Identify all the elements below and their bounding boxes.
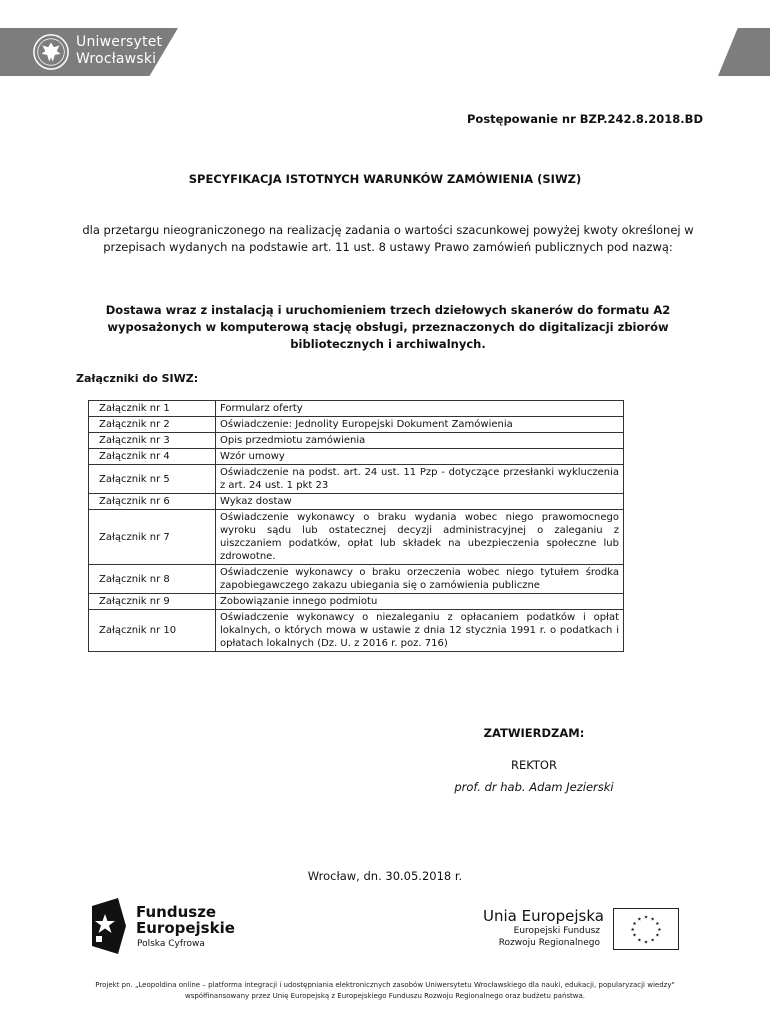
university-name bbox=[76, 34, 162, 68]
attachment-label: Załącznik nr 6 bbox=[89, 494, 216, 510]
fundusze-program: Polska Cyfrowa bbox=[137, 939, 205, 949]
eu-title: Unia Europejska bbox=[483, 907, 604, 925]
attachment-description: Wykaz dostaw bbox=[216, 494, 624, 510]
attachment-label: Załącznik nr 2 bbox=[89, 417, 216, 433]
table-row bbox=[89, 449, 624, 465]
attachment-description: Opis przedmiotu zamówienia bbox=[216, 433, 624, 449]
svg-text:★: ★ bbox=[657, 927, 662, 933]
case-number: Postępowanie nr BZP.242.8.2018.BD bbox=[466, 112, 703, 126]
attachment-label: Załącznik nr 8 bbox=[89, 565, 216, 594]
attachment-description: Oświadczenie wykonawcy o niezaleganiu z opłacaniem podatków i opłat lokalnych, o których mowa w ustawie z dnia 12 stycznia 1991 r. o podatkach i opłatach lokalnych (Dz. U. z 2016 r. poz. 716) bbox=[216, 610, 624, 652]
table-row bbox=[89, 594, 624, 610]
university-eagle-crest-icon bbox=[32, 33, 70, 71]
fundusze-line2: Europejskie bbox=[136, 919, 235, 937]
attachment-label: Załącznik nr 4 bbox=[89, 449, 216, 465]
attachment-label: Załącznik nr 1 bbox=[89, 401, 216, 417]
footer-line1: Projekt pn. „Leopoldina online – platforma integracji i udostępniania elektronicznych zasobów Uniwersytetu Wrocławskiego dla nauki, edukacji, popularyzacji wiedzy" bbox=[95, 981, 675, 989]
svg-text:★: ★ bbox=[655, 933, 660, 939]
attachment-description: Zobowiązanie innego podmiotu bbox=[216, 594, 624, 610]
approval-role: REKTOR bbox=[511, 758, 557, 772]
attachment-label: Załącznik nr 7 bbox=[89, 510, 216, 565]
attachment-description: Oświadczenie wykonawcy o braku wydania wobec niego prawomocnego wyroku sądu lub ostatecznej decyzji administracyjnej o zaleganiu z uiszczaniem podatków, opłat lub składek na ubezpieczenia społeczne lub zdrowotne. bbox=[216, 510, 624, 565]
svg-text:★: ★ bbox=[650, 938, 655, 944]
table-row bbox=[89, 401, 624, 417]
svg-text:★: ★ bbox=[655, 922, 660, 928]
svg-text:★: ★ bbox=[630, 927, 635, 933]
table-row bbox=[89, 417, 624, 433]
project-footer bbox=[60, 980, 710, 1002]
svg-text:★: ★ bbox=[650, 917, 655, 923]
table-row bbox=[89, 494, 624, 510]
fundusze-line1: Fundusze bbox=[136, 903, 217, 921]
intro-paragraph: dla przetargu nieograniczonego na realizację zadania o wartości szacunkowej powyżej kwoty określonej w przepisach wydanych na podstawie art. 11 ust. 8 ustawy Prawo zamówień publicznych pod nazwą: bbox=[82, 223, 694, 254]
attachment-label: Załącznik nr 10 bbox=[89, 610, 216, 652]
table-row bbox=[89, 610, 624, 652]
attachments-table bbox=[88, 400, 624, 652]
table-row bbox=[89, 510, 624, 565]
svg-text:★: ★ bbox=[632, 922, 637, 928]
svg-text:★: ★ bbox=[643, 940, 649, 946]
svg-text:★: ★ bbox=[632, 933, 637, 939]
attachment-description: Oświadczenie na podst. art. 24 ust. 11 Pzp - dotyczące przesłanki wykluczenia z art. 24 ust. 1 pkt 23 bbox=[216, 465, 624, 494]
approval-title: ZATWIERDZAM: bbox=[483, 726, 585, 740]
eu-fund-line1: Europejski Fundusz bbox=[513, 926, 600, 936]
header-corner-decoration bbox=[718, 28, 770, 76]
university-name-line2: Wrocławski bbox=[76, 51, 157, 67]
attachment-description: Oświadczenie wykonawcy o braku orzeczenia wobec niego tytułem środka zapobiegawczego zakazu ubiegania się o zamówienia publiczne bbox=[216, 565, 624, 594]
attachment-description: Wzór umowy bbox=[216, 449, 624, 465]
svg-text:★: ★ bbox=[643, 915, 649, 921]
document-title: SPECYFIKACJA ISTOTNYCH WARUNKÓW ZAMÓWIENIA (SIWZ) bbox=[188, 172, 582, 186]
eu-flag-stars-icon bbox=[613, 908, 679, 950]
attachment-label: Załącznik nr 3 bbox=[89, 433, 216, 449]
procurement-subject: Dostawa wraz z instalacją i uruchomieniem trzech dziełowych skanerów do formatu A2 wyposażonych w komputerową stację obsługi, przeznaczonych do digitalizacji zbiorów bibliotecznych i archiwalnych. bbox=[105, 303, 671, 351]
attachment-description: Formularz oferty bbox=[216, 401, 624, 417]
place-date: Wrocław, dn. 30.05.2018 r. bbox=[307, 869, 463, 883]
fundusze-europejskie-star-icon bbox=[92, 898, 126, 954]
eu-fund-name bbox=[472, 925, 600, 949]
attachment-description: Oświadczenie: Jednolity Europejski Dokument Zamówienia bbox=[216, 417, 624, 433]
attachment-label: Załącznik nr 9 bbox=[89, 594, 216, 610]
footer-line2: współfinansowany przez Unię Europejską z Europejskiego Funduszu Rozwoju Regionalnego oraz budżetu państwa. bbox=[184, 992, 586, 1000]
fundusze-europejskie-name bbox=[136, 904, 235, 936]
table-row bbox=[89, 565, 624, 594]
attachments-heading: Załączniki do SIWZ: bbox=[76, 372, 199, 385]
university-name-line1: Uniwersytet bbox=[76, 34, 163, 50]
eu-fund-line2: Rozwoju Regionalnego bbox=[498, 938, 600, 948]
svg-text:★: ★ bbox=[637, 938, 642, 944]
approval-signatory: prof. dr hab. Adam Jezierski bbox=[454, 780, 614, 794]
table-row bbox=[89, 433, 624, 449]
table-row bbox=[89, 465, 624, 494]
svg-text:★: ★ bbox=[637, 917, 642, 923]
attachment-label: Załącznik nr 5 bbox=[89, 465, 216, 494]
